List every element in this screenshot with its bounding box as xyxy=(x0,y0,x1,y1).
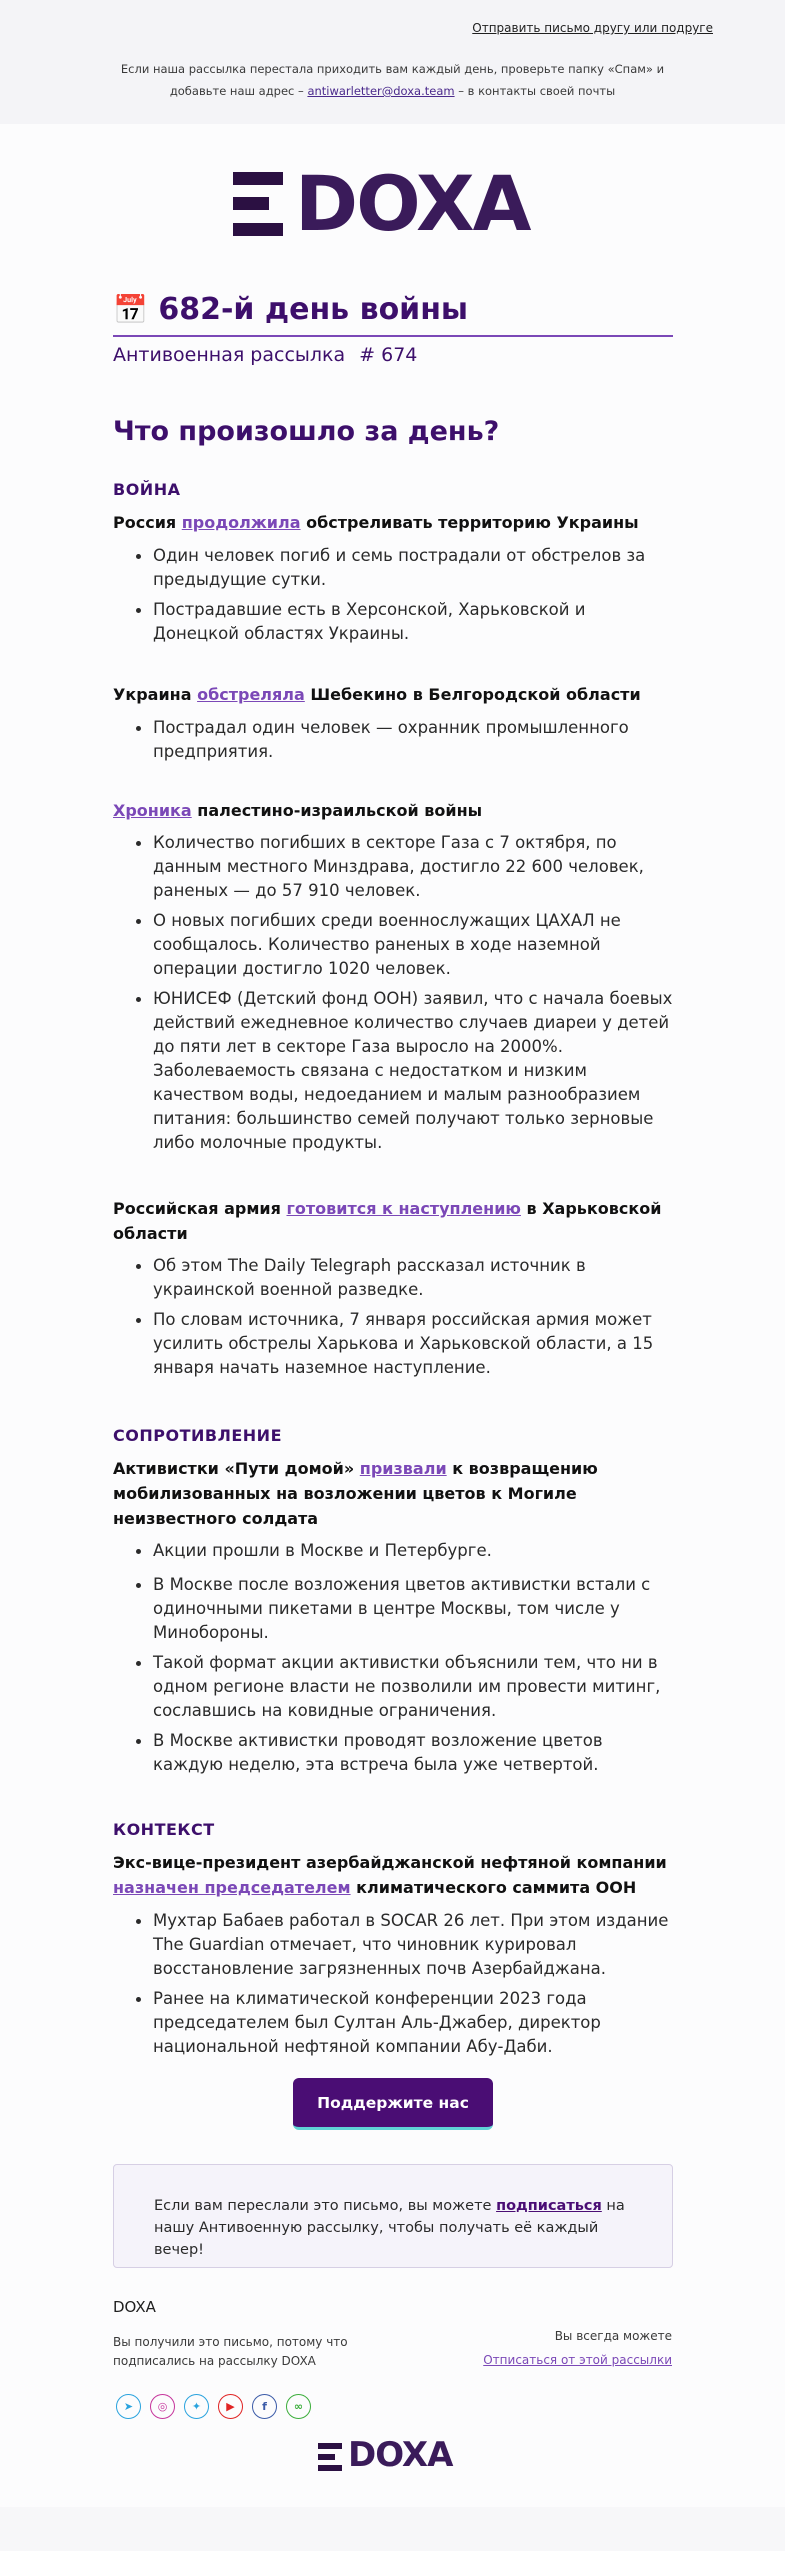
footer-reason: Вы получили это письмо, потому что подписались на рассылку DOXA xyxy=(113,2335,348,2368)
story-title-text: Шебекино в Белгородской области xyxy=(304,685,641,704)
facebook-icon[interactable]: f xyxy=(252,2394,277,2419)
title-divider xyxy=(113,335,673,337)
subscribe-link[interactable]: подписаться xyxy=(496,2198,602,2214)
story-title-text: климатического саммита ООН xyxy=(350,1878,637,1897)
doxa-logo-mark-icon xyxy=(318,2443,342,2471)
newsletter-body xyxy=(0,124,785,2507)
story-source-link[interactable]: обстреляла xyxy=(197,685,305,704)
list-item: В Москве активистки проводят возложение цветов каждую неделю, эта встреча была уже четвертой. xyxy=(113,1729,673,1777)
footer-brand: DOXA xyxy=(113,2298,156,2316)
calendar-icon: 📅 xyxy=(113,293,148,326)
doxa-logo xyxy=(233,159,553,248)
list-item: Мухтар Бабаев работал в SOCAR 26 лет. При этом издание The Guardian отмечает, что чиновник курировал восстановление загрязненных почв Азербайджана. xyxy=(113,1909,673,1981)
list-item: Ранее на климатической конференции 2023 года председателем был Султан Аль-Джабер, директор национальной нефтяной компании Абу-Даби. xyxy=(113,1987,673,2059)
spam-note-text: Если наша рассылка перестала приходить вам каждый день, проверьте папку «Спам» и добавьте наш адрес – xyxy=(120,62,665,98)
story-source-link[interactable]: Хроника xyxy=(113,801,192,820)
story-title-text: Украина xyxy=(113,685,198,704)
story-bullets xyxy=(113,831,673,1161)
unsubscribe-link[interactable]: Отписаться от этой рассылки xyxy=(483,2353,672,2367)
footer-unsubscribe-block xyxy=(483,2324,672,2372)
callout-text-end: на нашу Антивоенную рассылку, чтобы получать её каждый вечер! xyxy=(154,2198,625,2258)
newsletter-subtitle xyxy=(113,344,673,366)
story-title-text: обстреливать территорию Украины xyxy=(300,513,639,532)
footer-logo-text: DOXA xyxy=(348,2435,453,2475)
logo-text: DOXA xyxy=(295,159,530,248)
day-title-text: 682-й день войны xyxy=(158,292,469,327)
story-source-link[interactable]: продолжила xyxy=(181,513,301,532)
instagram-icon[interactable]: ◎ xyxy=(150,2394,175,2419)
story-title-text: Россия xyxy=(113,513,182,532)
list-item: Об этом The Daily Telegraph рассказал источник в украинской военной разведке. xyxy=(113,1254,673,1302)
link-icon[interactable]: ∞ xyxy=(286,2394,311,2419)
list-item: О новых погибших среди военнослужащих ЦАХАЛ не сообщалось. Количество раненых в ходе наземной операции достигло 1020 человек. xyxy=(113,909,673,981)
subscribe-callout xyxy=(113,2164,673,2268)
subtitle-text: Антивоенная рассылка xyxy=(113,344,346,366)
list-item: Пострадавшие есть в Херсонской, Харьковской и Донецкой областях Украины. xyxy=(113,598,673,646)
footer-always-can: Вы всегда можете xyxy=(554,2329,672,2343)
twitter-icon[interactable]: ✦ xyxy=(184,2394,209,2419)
story-title xyxy=(113,1196,673,1246)
support-button[interactable]: Поддержите нас xyxy=(293,2078,493,2130)
list-item: Один человек погиб и семь пострадали от обстрелов за предыдущие сутки. xyxy=(113,544,673,592)
doxa-logo-mark-icon xyxy=(233,172,283,236)
story-title xyxy=(113,1850,673,1900)
story-title-text: в Харьковской области xyxy=(113,1199,662,1243)
story-title-text: Экс-вице-президент азербайджанской нефтяной компании xyxy=(113,1853,667,1872)
story-title xyxy=(113,1456,673,1531)
story-bullets xyxy=(113,544,673,652)
day-title xyxy=(113,292,673,327)
story-source-link[interactable]: призвали xyxy=(359,1459,447,1478)
social-links xyxy=(116,2394,311,2419)
story-title-text: к возвращению мобилизованных на возложении цветов к Могиле неизвестного солдата xyxy=(113,1459,598,1528)
preheader xyxy=(0,0,785,124)
list-item: В Москве после возложения цветов активистки встали с одиночными пикетами в центре Москвы, том числе у Минобороны. xyxy=(113,1573,673,1645)
story-source-link[interactable]: готовится к наступлению xyxy=(286,1199,521,1218)
story-bullets xyxy=(113,1909,673,2065)
story-title-text: Активистки «Пути домой» xyxy=(113,1459,360,1478)
story-title xyxy=(113,510,673,535)
list-item: Пострадал один человек — охранник промышленного предприятия. xyxy=(113,716,673,764)
story-bullets xyxy=(113,1254,673,1386)
newsletter-email-link[interactable]: antiwarletter@doxa.team xyxy=(307,84,455,98)
spam-folder-note xyxy=(0,58,785,102)
story-title xyxy=(113,798,673,823)
forward-to-friend-link[interactable]: Отправить письмо другу или подруге xyxy=(472,21,713,35)
main-heading: Что произошло за день? xyxy=(113,416,500,447)
callout-text: Если вам переслали это письмо, вы можете xyxy=(154,2198,497,2214)
list-item: Акции прошли в Москве и Петербурге. xyxy=(113,1539,673,1563)
list-item: Количество погибших в секторе Газа с 7 октября, по данным местного Минздрава, достигло 22 600 человек, раненых — до 57 910 человек. xyxy=(113,831,673,903)
story-bullets xyxy=(113,1539,673,1783)
story-source-link[interactable]: назначен председателем xyxy=(113,1878,351,1897)
youtube-icon[interactable]: ▶ xyxy=(218,2394,243,2419)
section-label-resistance: СОПРОТИВЛЕНИЕ xyxy=(113,1426,282,1445)
list-item: Такой формат акции активистки объяснили тем, что ни в одном регионе власти не позволили им провести митинг, сославшись на ковидные ограничения. xyxy=(113,1651,673,1723)
section-label-context: КОНТЕКСТ xyxy=(113,1820,215,1839)
list-item: По словам источника, 7 января российская армия может усилить обстрелы Харькова и Харьковской области, а 15 января начать наземное наступление. xyxy=(113,1308,673,1380)
story-title-text: палестино-израильской войны xyxy=(191,801,483,820)
issue-number: # 674 xyxy=(359,344,418,366)
spam-note-text-end: – в контакты своей почты xyxy=(454,84,616,98)
story-title xyxy=(113,682,673,707)
story-bullets xyxy=(113,716,673,770)
list-item: ЮНИСЕФ (Детский фонд ООН) заявил, что с начала боевых действий ежедневное количество случаев диареи у детей до пяти лет в секторе Газа выросло на 2000%. Заболеваемость связана с недостатком и низким качеством воды, недоеданием и малым разнообразием питания: большинство семей получают только зерновые либо молочные продукты. xyxy=(113,987,673,1155)
footer-doxa-logo xyxy=(318,2435,468,2475)
story-title-text: Российская армия xyxy=(113,1199,287,1218)
section-label-war: ВОЙНА xyxy=(113,480,181,499)
telegram-icon[interactable]: ➤ xyxy=(116,2394,141,2419)
